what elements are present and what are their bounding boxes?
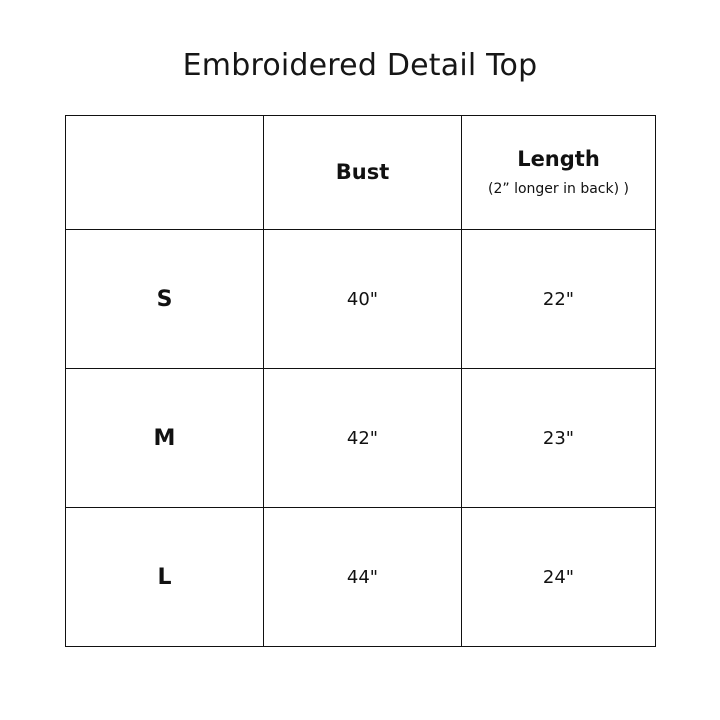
cell-size xyxy=(66,230,264,369)
page-title: Embroidered Detail Top xyxy=(182,48,538,83)
size-table-container xyxy=(65,115,655,647)
cell-length xyxy=(462,508,656,647)
bust-value: 42" xyxy=(346,427,379,449)
cell-bust xyxy=(264,369,462,508)
table-row xyxy=(66,369,656,508)
cell-length xyxy=(462,369,656,508)
header-length-label: Length xyxy=(517,147,600,172)
length-value: 23" xyxy=(542,427,575,449)
header-bust-label: Bust xyxy=(335,159,390,184)
size-table xyxy=(65,115,656,647)
cell-size xyxy=(66,369,264,508)
header-cell-length xyxy=(462,116,656,230)
header-cell-bust xyxy=(264,116,462,230)
size-label: L xyxy=(157,564,172,590)
table-header-row xyxy=(66,116,656,230)
size-label: S xyxy=(156,286,173,312)
bust-value: 40" xyxy=(346,288,379,310)
header-length-note: (2” longer in back) ) xyxy=(488,180,629,197)
cell-size xyxy=(66,508,264,647)
table-row xyxy=(66,230,656,369)
cell-bust xyxy=(264,508,462,647)
size-label: M xyxy=(153,425,176,451)
bust-value: 44" xyxy=(346,566,379,588)
header-cell-corner xyxy=(66,116,264,230)
cell-length xyxy=(462,230,656,369)
length-value: 24" xyxy=(542,566,575,588)
table-row xyxy=(66,508,656,647)
cell-bust xyxy=(264,230,462,369)
length-value: 22" xyxy=(542,288,575,310)
